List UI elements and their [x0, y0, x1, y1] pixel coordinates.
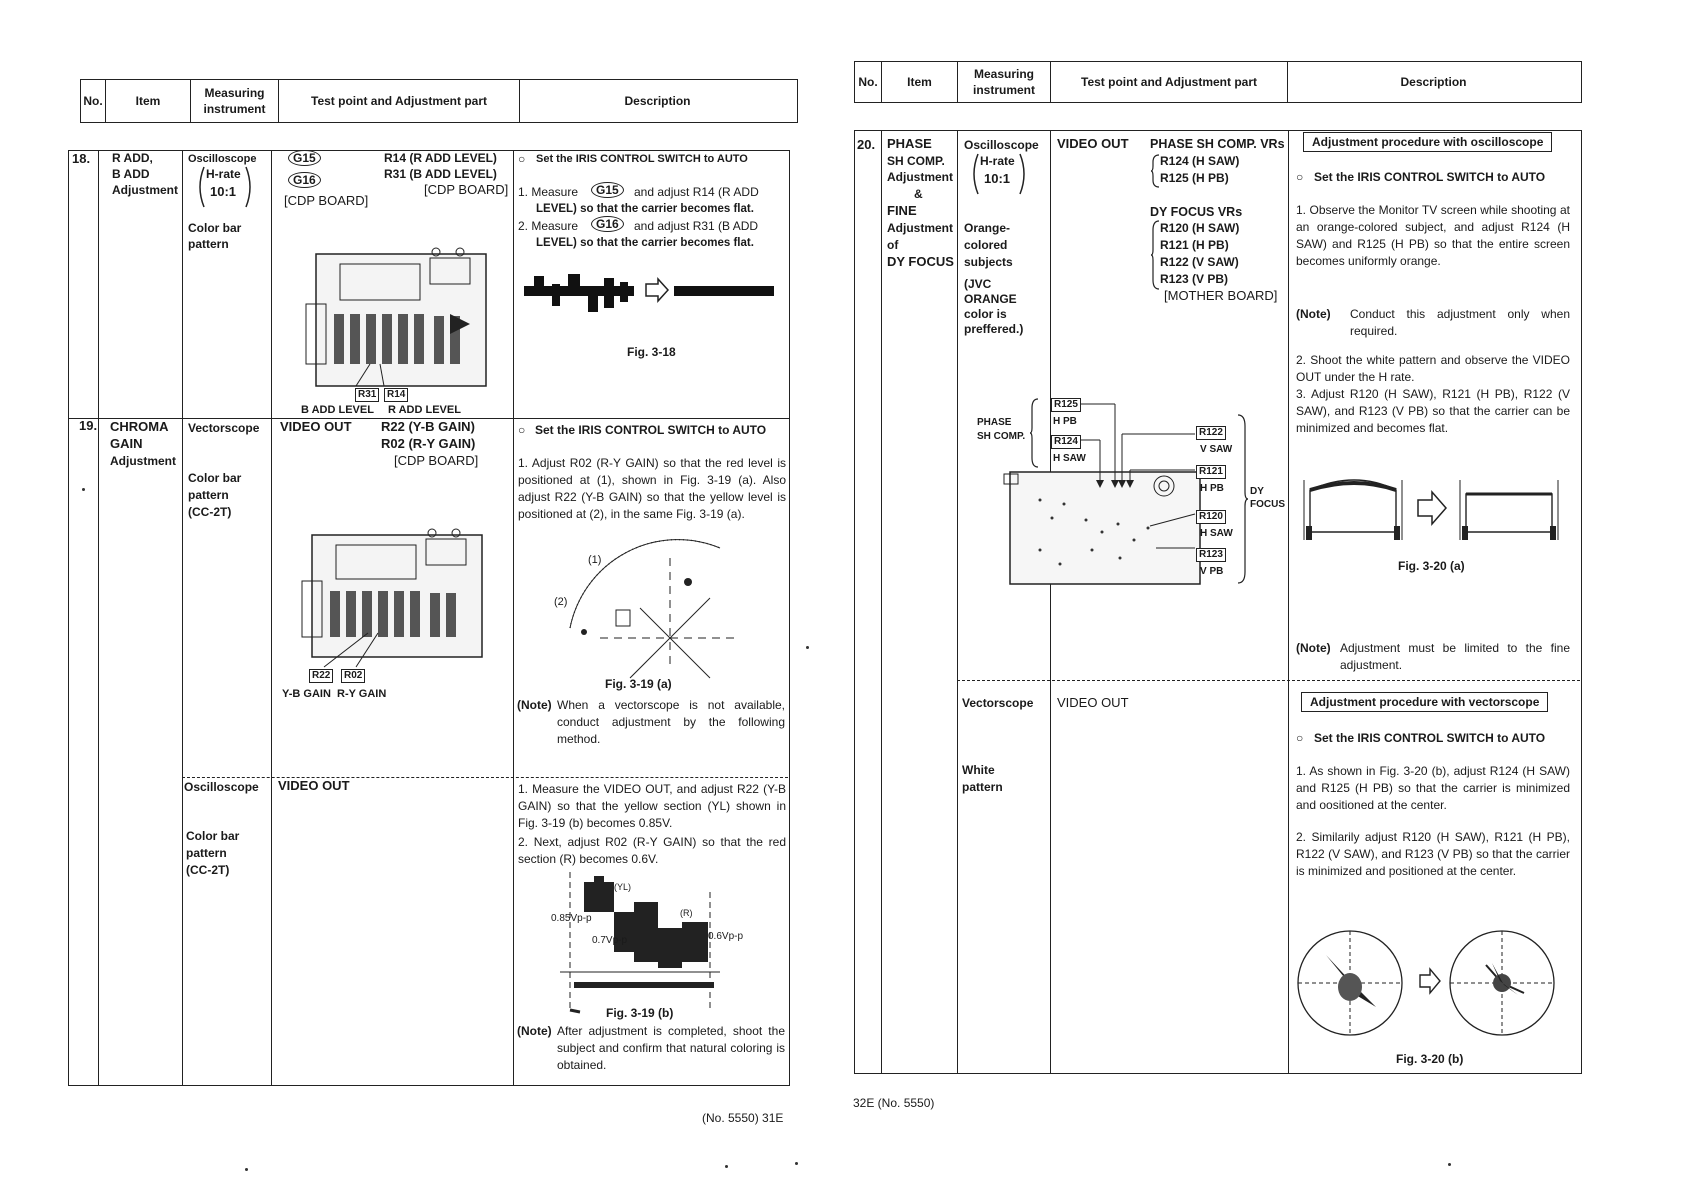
row20-note2-label: (Note)	[1296, 641, 1331, 655]
row19-iris: Set the IRIS CONTROL SWITCH to AUTO	[535, 423, 767, 437]
row18-instrument: Oscilloscope	[188, 153, 257, 165]
fig-3-18-caption: Fig. 3-18	[627, 345, 676, 359]
row18-step1-g15: G15	[591, 182, 624, 198]
fig-3-20a-caption: Fig. 3-20 (a)	[1398, 559, 1465, 573]
row19-r22: R22 (Y-B GAIN)	[381, 419, 475, 434]
row19-item-2: GAIN	[110, 436, 143, 451]
row20-step3: 3. Adjust R120 (H SAW), R121 (H PB), R122 (V SAW), and R123 (V PB) so that the carrier can be minimized and becomes flat.	[1296, 387, 1570, 435]
row20-diag-hpb: H PB	[1053, 416, 1077, 427]
row19-pattern-3: (CC-2T)	[188, 505, 232, 519]
row20-item-5: FINE	[887, 203, 917, 218]
header-instrument-right: Measuring instrument	[958, 62, 1051, 102]
row20-phase-title: PHASE SH COMP. VRs	[1150, 137, 1285, 151]
row20-diag-r122: R122	[1196, 426, 1226, 440]
header-testpoint-right: Test point and Adjustment part	[1051, 62, 1288, 102]
row18-board-left: [CDP BOARD]	[284, 193, 369, 208]
row20-diag-vpb: V PB	[1200, 566, 1224, 577]
row18-ratio: 10:1	[210, 184, 237, 199]
header-item: Item	[106, 80, 191, 122]
row19-alt-step1: 1. Measure the VIDEO OUT, and adjust R22 (Y-B GAIN) so that the yellow section (YL) shown in Fig. 3-19 (b) becomes 0.85V.	[518, 782, 786, 830]
row19-alt-instrument: Oscilloscope	[184, 780, 259, 794]
row19-number: 19.	[79, 418, 98, 433]
row20-diag-r125: R125	[1051, 398, 1081, 412]
cdp-board-illustration-2	[296, 525, 496, 665]
row19-alt-video-out: VIDEO OUT	[278, 778, 350, 793]
row18-item-1: R ADD,	[112, 151, 153, 165]
row18-iris: Set the IRIS CONTROL SWITCH to AUTO	[536, 153, 748, 165]
row19-note2: After adjustment is completed, shoot the subject and confirm that natural coloring is obtained.	[557, 1024, 785, 1072]
row19-alt-step2: 2. Next, adjust R02 (R-Y GAIN) so that the red section (R) becomes 0.6V.	[518, 835, 786, 866]
row20-note2: Adjustment must be limited to the fine adjustment.	[1340, 641, 1570, 672]
row20-vec-pattern-2: pattern	[962, 780, 1003, 794]
row20-item-4: &	[914, 187, 923, 201]
row20-diag-vsaw: V SAW	[1200, 444, 1233, 455]
row20-vec-instrument: Vectorscope	[962, 696, 1034, 710]
row20-iris: Set the IRIS CONTROL SWITCH to AUTO	[1314, 170, 1546, 184]
row20-diag-hsaw2: H SAW	[1200, 528, 1233, 539]
row19-instrument: Vectorscope	[188, 421, 260, 435]
row20-vec-iris: Set the IRIS CONTROL SWITCH to AUTO	[1314, 731, 1546, 745]
header-item-right: Item	[882, 62, 958, 102]
row20-subjects-7: preffered.)	[964, 322, 1024, 336]
right-table-header	[854, 61, 1582, 103]
row20-item-1: PHASE	[887, 136, 932, 151]
waveform-fig-3-19b	[560, 872, 760, 1022]
row20-diag-hpb2: H PB	[1200, 483, 1224, 494]
row18-step1-b: and adjust R14 (R ADD	[634, 185, 759, 199]
row20-r124: R124 (H SAW)	[1160, 154, 1240, 168]
row19-pattern-1: Color bar	[188, 471, 242, 485]
row19-r02: R02 (R-Y GAIN)	[381, 436, 476, 451]
row20-diag-r124: R124	[1051, 435, 1081, 449]
row20-step1: 1. Observe the Monitor TV screen while shooting at an orange-colored subject, and adjust R124 (H SAW) and R125 (H PB) so that the entire screen becomes uniformly orange.	[1296, 203, 1570, 268]
row18-step2-g16: G16	[591, 216, 624, 232]
header-instrument: Measuring instrument	[191, 80, 279, 122]
row19-wave-r: (R)	[680, 908, 693, 918]
vectorscope-diagram-fig-3-20b	[1296, 925, 1566, 1045]
row18-caption-r: R ADD LEVEL	[388, 404, 461, 416]
fig-3-20b-caption: Fig. 3-20 (b)	[1396, 1052, 1464, 1066]
row18-pattern-1: Color bar	[188, 221, 242, 235]
row20-r120: R120 (H SAW)	[1160, 221, 1240, 235]
row20-diag-brace	[1030, 398, 1040, 468]
row20-subjects-6: color is	[964, 307, 1007, 321]
row19-bullet-icon: ○	[518, 423, 526, 437]
row19-item-3: Adjustment	[110, 454, 176, 468]
row19-label-r02: R02	[341, 669, 365, 683]
row18-item-2: B ADD	[112, 167, 150, 181]
row18-board-right: [CDP BOARD]	[424, 182, 509, 197]
row20-hrate: H-rate	[980, 154, 1015, 168]
row20-vec-video-out: VIDEO OUT	[1057, 695, 1129, 710]
row20-subjects-3: subjects	[964, 255, 1013, 269]
testpoint-g15: G15	[288, 150, 321, 166]
footer-left: (No. 5550) 31E	[702, 1111, 784, 1125]
row18-label-r31: R31	[355, 388, 379, 402]
row18-step2-c: LEVEL) so that the carrier becomes flat.	[536, 237, 754, 249]
row20-bullet-icon: ○	[1296, 170, 1304, 184]
row20-item-7: of	[887, 238, 899, 252]
row20-r121: R121 (H PB)	[1160, 238, 1229, 252]
row20-item-8: DY FOCUS	[887, 254, 954, 269]
header-description-right: Description	[1400, 75, 1467, 89]
row19-alt-pattern-3: (CC-2T)	[186, 863, 230, 877]
row20-item-6: Adjustment	[887, 221, 953, 235]
row20-subjects-4: (JVC	[964, 277, 992, 291]
row18-bullet-icon: ○	[518, 152, 526, 166]
row20-r122: R122 (V SAW)	[1160, 255, 1239, 269]
row20-number: 20.	[857, 137, 876, 152]
row19-step1: 1. Adjust R02 (R-Y GAIN) so that the red level is positioned at (1), shown in Fig. 3-19 (a). Also adjust R22 (Y-B GAIN) so that the yellow level is positioned at (2), in the same Fig. 3-19 (a).	[518, 456, 786, 521]
row19-wave-06: 0.6Vp-p	[708, 931, 744, 942]
waveform-fig-3-20a	[1300, 470, 1570, 560]
row18-step1-c: LEVEL) so that the carrier becomes flat.	[536, 203, 754, 215]
row19-label-r22: R22	[309, 669, 333, 683]
row20-board: [MOTHER BOARD]	[1164, 288, 1278, 303]
row18-r31: R31 (B ADD LEVEL)	[384, 167, 497, 181]
row20-video-out: VIDEO OUT	[1057, 136, 1129, 151]
row20-vec-pattern-1: White	[962, 763, 995, 777]
row20-r123: R123 (V PB)	[1160, 272, 1229, 286]
row18-item-3: Adjustment	[112, 183, 178, 197]
procedure-vectorscope-label: Adjustment procedure with vectorscope	[1301, 692, 1548, 712]
row18-r14: R14 (R ADD LEVEL)	[384, 151, 497, 165]
row20-separator	[957, 680, 1580, 681]
row19-wave-085: 0.85Vp-p	[551, 913, 592, 924]
row20-subjects-2: colored	[964, 238, 1008, 252]
left-table-header	[80, 79, 798, 123]
row20-diag-phase: PHASE SH COMP.	[977, 417, 1026, 442]
row18-step1-a: 1. Measure	[518, 185, 579, 199]
row20-diag-r123: R123	[1196, 548, 1226, 562]
row20-subjects-1: Orange-	[964, 221, 1011, 235]
row19-note-label: (Note)	[517, 698, 552, 712]
row20-vec-step1: 1. As shown in Fig. 3-20 (b), adjust R124 (H SAW) and R125 (H PB) so that the carrier is minimized and oositioned at the center.	[1296, 764, 1570, 812]
row20-step2: 2. Shoot the white pattern and observe the VIDEO OUT under the H rate.	[1296, 353, 1570, 384]
row20-ratio: 10:1	[984, 171, 1011, 186]
testpoint-g16: G16	[288, 172, 321, 188]
row20-note-label: (Note)	[1296, 307, 1331, 321]
row20-item-2: SH COMP.	[887, 154, 945, 168]
row20-diag-r121: R121	[1196, 465, 1226, 479]
carrier-waveform-fig-3-18	[524, 270, 784, 320]
header-no-right: No.	[855, 62, 882, 102]
row19-note2-label: (Note)	[517, 1024, 552, 1038]
row18-hrate: H-rate	[206, 167, 241, 181]
row19-wave-07: 0.7Vp-p	[592, 935, 628, 946]
row20-vec-step2: 2. Similarily adjust R120 (H SAW), R121 (H PB), R122 (V SAW), and R123 (V PB) so that the carrier is minimized and positioned at the center.	[1296, 830, 1570, 878]
row19-note: When a vectorscope is not available, conduct adjustment by the following method.	[557, 698, 785, 746]
row20-subjects-5: ORANGE	[964, 292, 1017, 306]
row20-vec-bullet-icon: ○	[1296, 731, 1304, 745]
row20-diag-r120: R120	[1196, 510, 1226, 524]
row19-wave-yl: (YL)	[614, 882, 632, 892]
row20-note: Conduct this adjustment only when required.	[1350, 307, 1570, 338]
row18-caption-b: B ADD LEVEL	[301, 404, 374, 416]
header-description: Description	[624, 94, 691, 108]
header-no: No.	[81, 80, 106, 122]
row20-r125: R125 (H PB)	[1160, 171, 1229, 185]
row20-dy-brace	[1237, 414, 1249, 584]
row19-board: [CDP BOARD]	[394, 453, 479, 468]
cdp-board-illustration-1	[300, 244, 500, 394]
row19-caption: Y-B GAIN R-Y GAIN	[282, 688, 387, 700]
row19-alt-pattern-1: Color bar	[186, 829, 240, 843]
row19-label-1: (1)	[588, 554, 602, 566]
row18-label-r14: R14	[384, 388, 408, 402]
row18-number: 18.	[72, 151, 91, 166]
row18-pattern-2: pattern	[188, 237, 229, 251]
row20-instrument: Oscilloscope	[964, 138, 1039, 152]
row20-dy-title: DY FOCUS VRs	[1150, 205, 1243, 219]
header-testpoint: Test point and Adjustment part	[279, 80, 520, 122]
row19-item-1: CHROMA	[110, 419, 169, 434]
row19-video-out: VIDEO OUT	[280, 419, 352, 434]
row19-label-2: (2)	[554, 596, 568, 608]
footer-right: 32E (No. 5550)	[853, 1096, 935, 1110]
row20-diag-hsaw: H SAW	[1053, 453, 1086, 464]
row18-step2-a: 2. Measure	[518, 219, 579, 233]
row19-pattern-2: pattern	[188, 488, 229, 502]
row18-step2-b: and adjust R31 (B ADD	[634, 219, 759, 233]
procedure-oscilloscope-label: Adjustment procedure with oscilloscope	[1303, 132, 1552, 152]
fig-3-19b-caption: Fig. 3-19 (b)	[606, 1006, 674, 1020]
fig-3-19a-caption: Fig. 3-19 (a)	[605, 677, 672, 691]
row20-item-3: Adjustment	[887, 170, 953, 184]
row19-alt-pattern-2: pattern	[186, 846, 227, 860]
row20-diag-dy: DY FOCUS	[1250, 486, 1285, 510]
